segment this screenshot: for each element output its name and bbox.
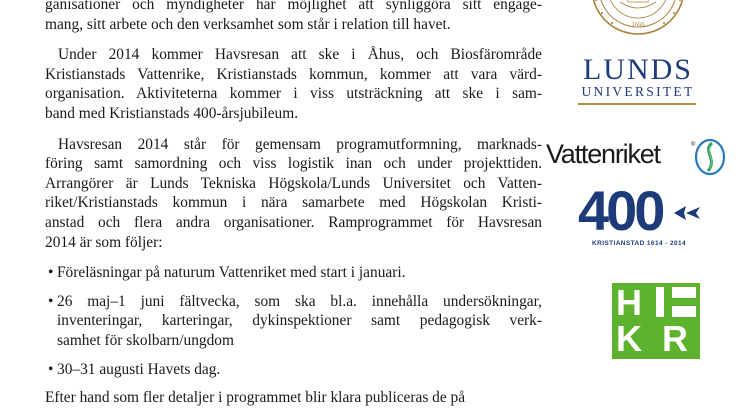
hkr-letter-k: K bbox=[616, 318, 642, 359]
ks400-subtitle: KRISTIANSTAD 1614 - 2014 bbox=[592, 240, 687, 247]
text-line: 30–31 augusti Havets dag. bbox=[57, 360, 221, 378]
text-line: ganisationer och myndigheter har möjlighet att synliggöra sitt engage- bbox=[45, 0, 542, 13]
text-line: Efter hand som fler detaljer i programmet blir klara publiceras de på bbox=[45, 389, 466, 407]
hkr-letter-h: H bbox=[616, 282, 642, 323]
text-line: 26 maj–1 juni fältvecka, som ska bl.a. innehålla undersökningar, bbox=[57, 292, 542, 310]
text-line: Föreläsningar på naturum Vattenriket med start i januari. bbox=[57, 264, 406, 282]
text-line: mang, sitt arbete och den verksamhet som står i relation till havet. bbox=[45, 15, 451, 33]
text-line: samhet för skolbarn/ungdom bbox=[57, 331, 234, 349]
kristianstad-400-logo bbox=[578, 179, 702, 252]
lund-wordmark-small: UNIVERSITET bbox=[581, 84, 695, 99]
text-line: föring samt samordning och viss logistik inan och under projekttiden. bbox=[45, 155, 542, 173]
lund-wordmark-big: LUNDS bbox=[582, 53, 693, 86]
bullet-marker: • bbox=[48, 292, 54, 310]
lund-divider bbox=[578, 103, 696, 105]
text-line: Havsresan 2014 står för gemensam programutformning, marknads- bbox=[58, 135, 542, 153]
lund-university-seal-logo bbox=[590, 0, 686, 36]
paragraph-2 bbox=[45, 45, 542, 123]
ks400-number: 400 bbox=[578, 179, 663, 242]
text-line: band med Kristianstads 400-årsjubileum. bbox=[45, 104, 299, 122]
text-line: Under 2014 kommer Havsresan att ske i Åhus, och Biosfärområde bbox=[58, 46, 542, 64]
text-line: inventeringar, karteringar, dykinspektioner samt pedagogisk verk- bbox=[57, 312, 542, 330]
hkr-logo bbox=[612, 283, 700, 359]
bullet-item-1 bbox=[45, 263, 542, 283]
paragraph-1 bbox=[45, 0, 542, 34]
seal-icon bbox=[590, 0, 686, 36]
hkr-letter-r: R bbox=[662, 318, 688, 359]
text-line: 2014 är som följer: bbox=[45, 233, 163, 251]
seal-year: 1666 bbox=[631, 21, 645, 28]
text-line: Kristianstads Vattenrike, Kristianstads kommun, kommer att vara värd- bbox=[45, 65, 542, 83]
paragraph-3 bbox=[45, 135, 542, 253]
bullet-marker: • bbox=[48, 360, 54, 378]
registered-mark: ® bbox=[691, 142, 696, 148]
vattenriket-drop-icon bbox=[688, 137, 728, 177]
bullet-marker: • bbox=[48, 264, 54, 282]
text-line: Arrangörer är Lunds Tekniska Högskola/Lunds Universitet och Vatten- bbox=[45, 174, 542, 192]
text-line: riket/Kristianstads kommun i nära samarbete med Högskolan Kristi- bbox=[45, 194, 542, 212]
fish-tail-icon bbox=[674, 204, 700, 222]
bullet-item-3 bbox=[45, 360, 542, 380]
hkr-block bbox=[656, 287, 696, 317]
vattenriket-wordmark: Vattenriket bbox=[546, 139, 660, 169]
document-body bbox=[45, 0, 542, 419]
vattenriket-logo bbox=[546, 137, 731, 177]
lund-university-wordmark bbox=[578, 53, 698, 100]
text-line: organisation. Aktiviteterna kommer i viss utsträckning att ske i sam- bbox=[45, 85, 542, 103]
closing-paragraph bbox=[45, 388, 542, 408]
text-line: anstad och flera andra organisationer. Ramprogrammet för Havsresan bbox=[45, 213, 542, 231]
bullet-item-2 bbox=[45, 292, 542, 351]
